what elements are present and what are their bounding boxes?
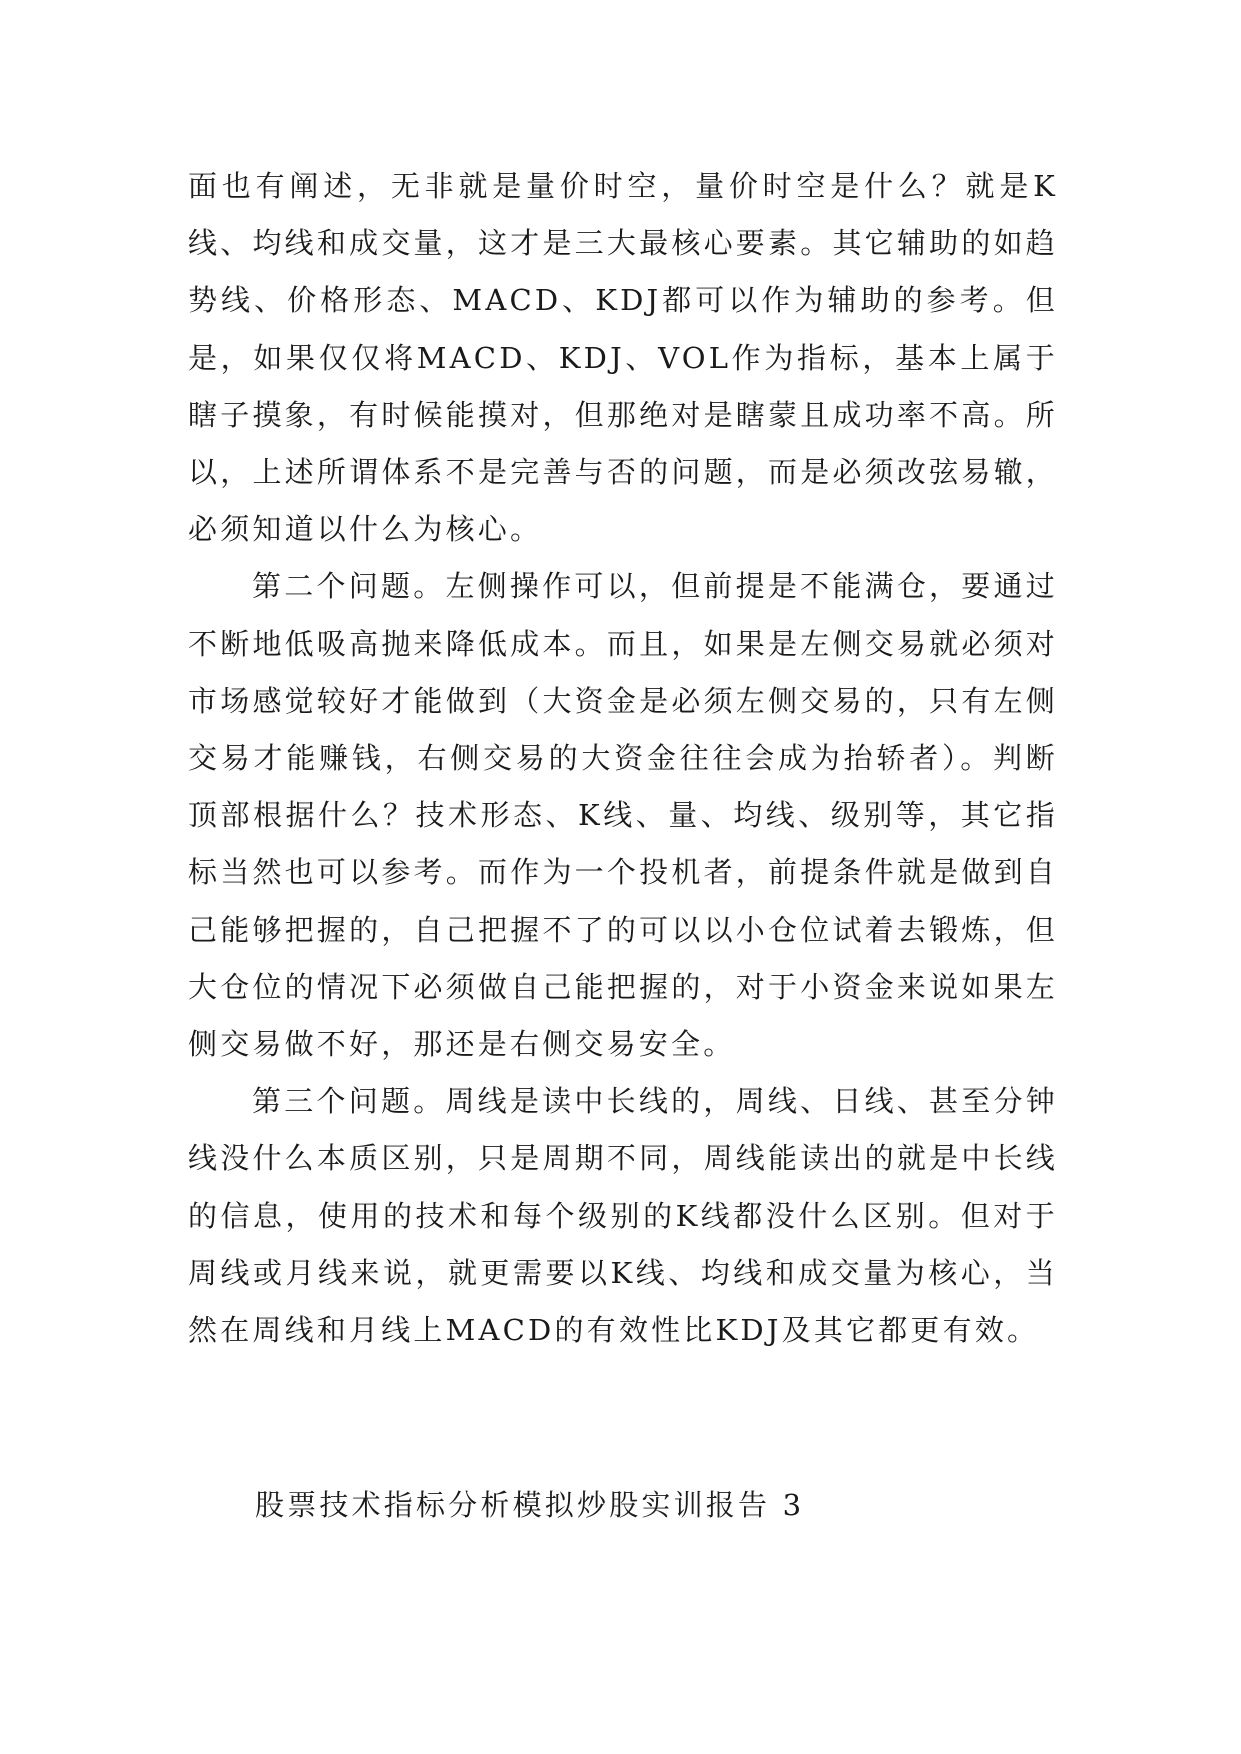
body-text — [188, 158, 1058, 1359]
paragraph-3: 第三个问题。周线是读中长线的，周线、日线、甚至分钟线没什么本质区别，只是周期不同，周线能读出的就是中长线的信息，使用的技术和每个级别的K线都没什么区别。但对于周线或月线来说，就更需要以K线、均线和成交量为核心，当然在周线和月线上MACD的有效性比KDJ及其它都更有效。 — [188, 1084, 1058, 1348]
section-heading: 股票技术指标分析模拟炒股实训报告 3 — [255, 1488, 805, 1522]
paragraph-2: 第二个问题。左侧操作可以，但前提是不能满仓，要通过不断地低吸高抛来降低成本。而且，如果是左侧交易就必须对市场感觉较好才能做到（大资金是必须左侧交易的，只有左侧交易才能赚钱，右侧交易的大资金往往会成为抬轿者）。判断顶部根据什么？技术形态、K线、量、均线、级别等，其它指标当然也可以参考。而作为一个投机者，前提条件就是做到自己能够把握的，自己把握不了的可以以小仓位试着去锻炼，但大仓位的情况下必须做自己能把握的，对于小资金来说如果左侧交易做不好，那还是右侧交易安全。 — [188, 569, 1058, 1062]
paragraph-1: 面也有阐述，无非就是量价时空，量价时空是什么？就是K线、均线和成交量，这才是三大最核心要素。其它辅助的如趋势线、价格形态、MACD、KDJ都可以作为辅助的参考。但是，如果仅仅将MACD、KDJ、VOL作为指标，基本上属于瞎子摸象，有时候能摸对，但那绝对是瞎蒙且成功率不高。所以，上述所谓体系不是完善与否的问题，而是必须改弦易辙，必须知道以什么为核心。 — [188, 169, 1058, 547]
